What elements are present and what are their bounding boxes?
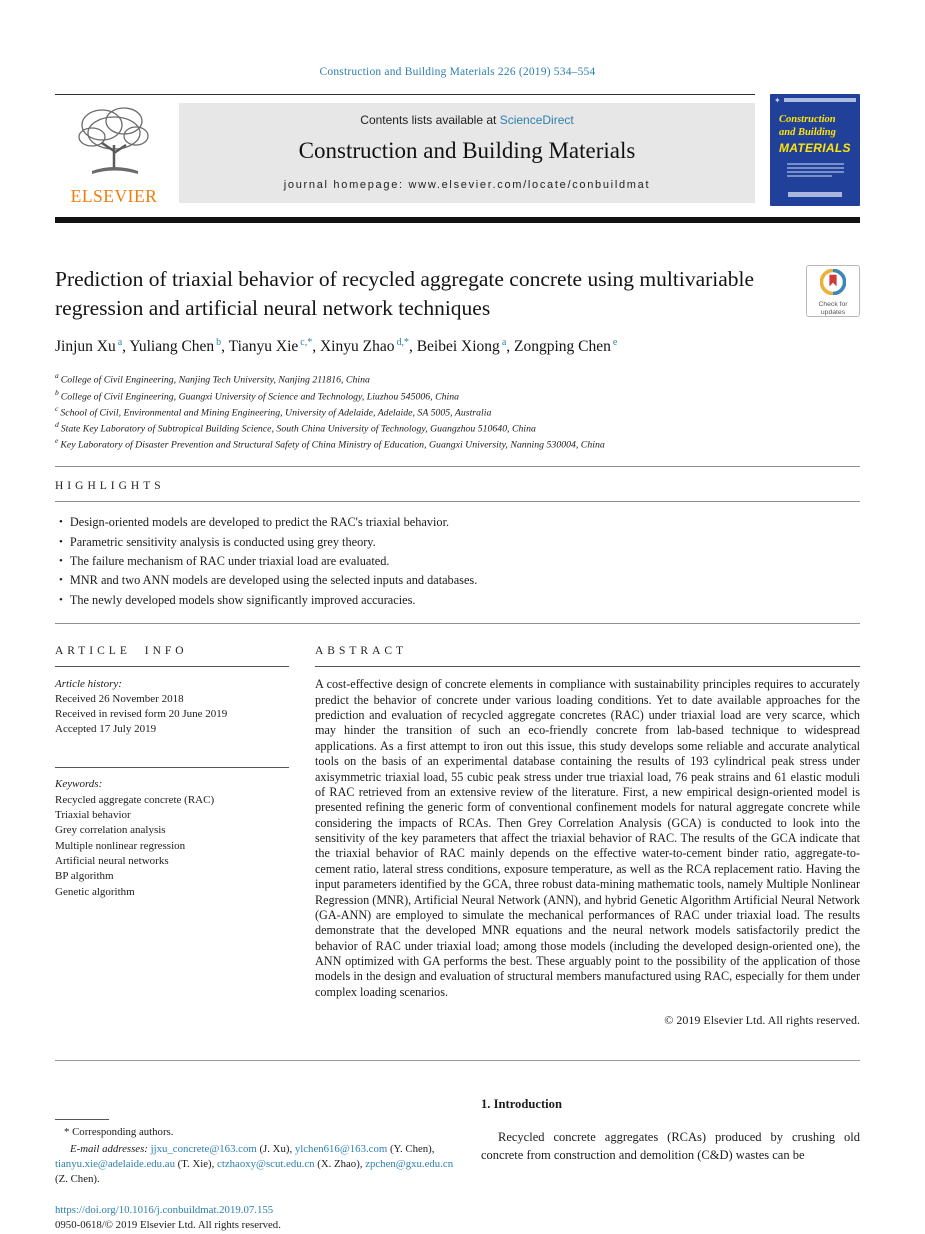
contents-line [189, 113, 745, 127]
author-list [55, 337, 860, 356]
abstract-column [315, 645, 860, 1028]
keyword: Recycled aggregate concrete (RAC) [55, 793, 215, 806]
affiliation: $^a$ College of Civil Engineering, Nanjing Tech University, Nanjing 211816, China [55, 371, 370, 386]
info-abstract-section [55, 645, 860, 1028]
highlight-item: • The newly developed models show significantly improved accuracies. [59, 591, 860, 610]
keywords-label: Keywords: [55, 778, 103, 791]
article-info-column [55, 645, 289, 1028]
keyword: Multiple nonlinear regression [55, 839, 186, 852]
introduction-column [481, 1091, 860, 1233]
elsevier-logo [55, 103, 179, 207]
highlights-list [55, 513, 860, 610]
author: Xinyu Zhao $^{d,*}$, [319, 337, 417, 356]
cover-tree-icon: ✦ [774, 96, 781, 105]
footnote-column [55, 1091, 455, 1233]
masthead-left [55, 94, 755, 207]
email-suffix: (Y. Chen), [387, 1142, 435, 1155]
contents-line-text: Contents lists available at [360, 113, 500, 127]
issn-copyright-line: 0950-0618/© 2019 Elsevier Ltd. All rights reserved. [55, 1218, 281, 1231]
keyword: BP algorithm [55, 870, 114, 883]
introduction-heading: 1. Introduction [481, 1097, 562, 1112]
abstract-heading: ABSTRACT [315, 645, 408, 658]
email-label: E-mail addresses: [70, 1142, 148, 1155]
doi-link[interactable]: https://doi.org/10.1016/j.conbuildmat.2019.07.155 [55, 1203, 274, 1216]
abstract-text: A cost-effective design of concrete elements in compliance with sustainability principles requires to accurately predict the behavior of concrete under various loading conditions. Yet to date available approaches for the prediction and evaluation of recycled aggregate concretes (RAC) under triaxial load are very scarce, which may hinder the transition of such an eco-friendly concrete from lab-based technique to widespread applications. As a first attempt to iron out this issue, this study develops some reliable and accurate analytical tools on the basis of an experimental database containing the results of 193 cylindrical peak stress under axisymmetric triaxial load, 55 cubic peak stress under true triaxial load, 76 peak strains and 61 elastic moduli of RAC retrieved from an extensive review of the literature. First, a new empirical design-oriented model is presented refining the generic form of conventional confinement models for natural aggregate concrete while considering the impacts of RCAs. Then Grey Correlation Analysis (GCA) is conducted to look into the sensitivity of the key parameters that affect the triaxial behavior of RAC. The results of the GCA indicate that the triaxial behavior of RAC mainly depends on the effective water-to-cement binder ratio, aggregate-to-cement ratio, lateral stress conditions, exposure temperature, as well as the RCA replacement ratio. Having the input parameters identified by the GCA, three robust data-mining mathematic tools, namely Multiple Nonlinear Regression (MNR), Artificial Neural Network (ANN), and hybrid Genetic Algorithm Artificial Neural Network (GA-ANN) are employed to simulate the mechanical performances of RAC under triaxial load. The results demonstrate that the developed MNR equations and the neural network models satisfactorily predict the behavior of RAC under triaxial load; among those models (including the developed design-oriented one), the ANN optimized with GA performs the best. These arguably point to the possibility of the application of those models in the design and evaluation of structural members manufactured using RAC, especially for them under complex loading scenarios. [315, 677, 860, 999]
cover-footer-mark [788, 192, 842, 197]
history-line: Received in revised form 20 June 2019 [55, 708, 228, 721]
email-link[interactable]: zpchen@gxu.edu.cn [365, 1157, 454, 1170]
email-suffix: (X. Zhao), [314, 1157, 366, 1170]
affiliations [55, 371, 860, 452]
history-line: Received 26 November 2018 [55, 693, 184, 706]
sciencedirect-link[interactable]: ScienceDirect [499, 113, 574, 127]
author: Zongping Chen $^e$ [514, 337, 618, 356]
highlights-heading: HIGHLIGHTS [55, 480, 165, 493]
divider [55, 466, 860, 467]
section-divider [55, 1060, 860, 1061]
journal-cover-thumbnail[interactable] [770, 94, 860, 206]
highlight-item: • Design-oriented models are developed to predict the RAC's triaxial behavior. [59, 513, 860, 532]
keyword: Triaxial behavior [55, 808, 131, 821]
email-suffix: (T. Xie), [174, 1157, 218, 1170]
email-link[interactable]: jjxu_concrete@163.com [150, 1142, 257, 1155]
email-link[interactable]: ylchen616@163.com [294, 1142, 388, 1155]
keywords [55, 777, 289, 900]
divider [55, 767, 289, 768]
introduction-paragraph: Recycled concrete aggregates (RCAs) produced by crushing old concrete from construction and demolition (C&D) wastes can be [481, 1130, 860, 1162]
author: Yuliang Chen $^b$, [129, 337, 229, 356]
author: Tianyu Xie $^{c,*}$, [228, 337, 320, 356]
history-line: Accepted 17 July 2019 [55, 723, 157, 736]
cover-title-line1: Construction [779, 114, 836, 125]
bottom-section [55, 1091, 860, 1233]
cover-top-band [784, 98, 856, 102]
cover-fineprint [779, 163, 854, 177]
corresponding-authors-note: * Corresponding authors. [64, 1126, 174, 1139]
highlight-item: • Parametric sensitivity analysis is conducted using grey theory. [59, 533, 860, 552]
masthead-divider-bar [55, 217, 860, 223]
divider [315, 666, 860, 667]
author: Beibei Xiong $^a$, [416, 337, 515, 356]
email-suffix: (J. Xu), [256, 1142, 295, 1155]
cover-title-line2: and Building [779, 126, 836, 138]
email-suffix: (Z. Chen). [55, 1173, 100, 1186]
journal-homepage-link[interactable]: journal homepage: www.elsevier.com/locate/conbuildmat [283, 179, 651, 191]
author: Jinjun Xu $^a$, [55, 337, 130, 356]
email-link[interactable]: ctzhaoxy@scut.edu.cn [217, 1157, 315, 1170]
copyright-line: © 2019 Elsevier Ltd. All rights reserved. [664, 1013, 860, 1028]
highlight-item: • MNR and two ANN models are developed using the selected inputs and databases. [59, 571, 860, 590]
crossmark-icon [820, 282, 846, 299]
journal-title: Construction and Building Materials [298, 138, 636, 163]
affiliation: $^e$ Key Laboratory of Disaster Prevention and Structural Safety of China Ministry of Education, Guangxi University, Nanning 530004, China [55, 436, 605, 451]
journal-banner [179, 103, 755, 203]
affiliation: $^d$ State Key Laboratory of Subtropical Building Science, South China University of Technology, Guangzhou 510640, China [55, 419, 536, 435]
article-title: Prediction of triaxial behavior of recycled aggregate concrete using multivariable regression and artificial neural network techniques [55, 267, 755, 320]
journal-citation: Construction and Building Materials 226 (2019) 534–554 [319, 66, 596, 78]
divider [55, 501, 860, 502]
badge-label: Check for updates [818, 301, 848, 317]
elsevier-wordmark: ELSEVIER [70, 186, 158, 206]
title-row [55, 265, 860, 322]
keyword: Grey correlation analysis [55, 824, 166, 837]
article-history [55, 677, 289, 737]
doi-block [55, 1203, 455, 1234]
keyword: Artificial neural networks [55, 855, 169, 868]
keyword: Genetic algorithm [55, 885, 135, 898]
footnote-rule [55, 1119, 109, 1120]
divider [55, 623, 860, 624]
highlight-item: • The failure mechanism of RAC under triaxial load are evaluated. [59, 552, 860, 571]
email-link[interactable]: tianyu.xie@adelaide.edu.au [55, 1157, 175, 1170]
affiliation: $^b$ College of Civil Engineering, Guangxi University of Science and Technology, Liuzhou 545006, China [55, 387, 460, 402]
divider [55, 666, 289, 667]
cover-title-line3: MATERIALS [779, 141, 851, 156]
elsevier-tree-icon [72, 168, 156, 185]
history-label: Article history: [55, 678, 122, 691]
check-for-updates-badge[interactable] [806, 265, 860, 317]
masthead [55, 94, 860, 207]
article-info-heading: ARTICLE INFO [55, 645, 188, 658]
email-addresses [55, 1142, 455, 1188]
affiliation: $^c$ School of Civil, Environmental and Mining Engineering, University of Adelaide, Adelaide, SA 5005, Australia [55, 403, 492, 418]
